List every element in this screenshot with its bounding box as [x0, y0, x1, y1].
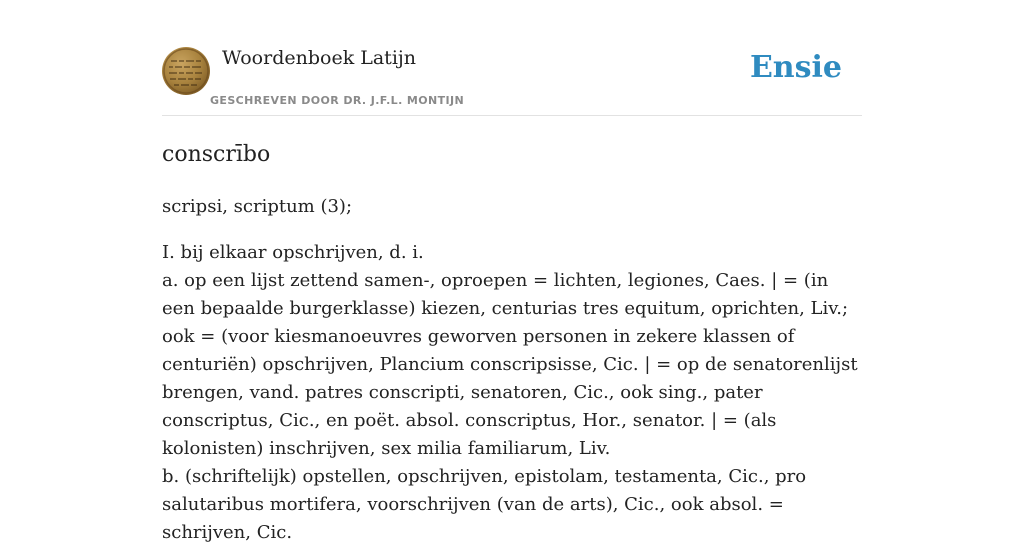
entry-headword: conscrībo	[162, 142, 271, 167]
page-container	[162, 0, 862, 543]
definition-paragraph: I. bij elkaar opschrijven, d. i.	[162, 242, 424, 263]
dictionary-title[interactable]: Woordenboek Latijn	[222, 47, 417, 69]
entry-forms: scripsi, scriptum (3);	[162, 196, 353, 217]
author-byline: GESCHREVEN DOOR DR. J.F.L. MONTIJN	[210, 94, 465, 107]
brand-logo-link[interactable]: Ensie	[749, 50, 842, 85]
header-divider	[162, 115, 862, 116]
avatar[interactable]	[162, 47, 210, 95]
definition-paragraph: b. (schriftelijk) opstellen, opschrijven, epistolam, testamenta, Cic., pro salutaribus mortifera, voorschrijven (van de arts), Cic., ook absol. = schrijven, Cic.	[162, 466, 807, 543]
definition-paragraph: a. op een lijst zettend samen-, oproepen = lichten, legiones, Caes. | = (in een bepaalde burgerklasse) kiezen, centurias tres equitum, oprichten, Liv.; ook = (voor kiesmanoeuvres geworven personen in zekere klassen of centuriën) opschrijven, Plancium conscripsisse, Cic. | = op de senatorenlijst brengen, vand. patres conscripti, senatoren, Cic., ook sing., pater conscriptus, Cic., en poët. absol. conscriptus, Hor., senator. | = (als kolonisten) inschrijven, sex milia familiarum, Liv.	[162, 270, 858, 459]
entry-definition	[162, 239, 862, 547]
coin-inscription-icon	[162, 47, 210, 95]
